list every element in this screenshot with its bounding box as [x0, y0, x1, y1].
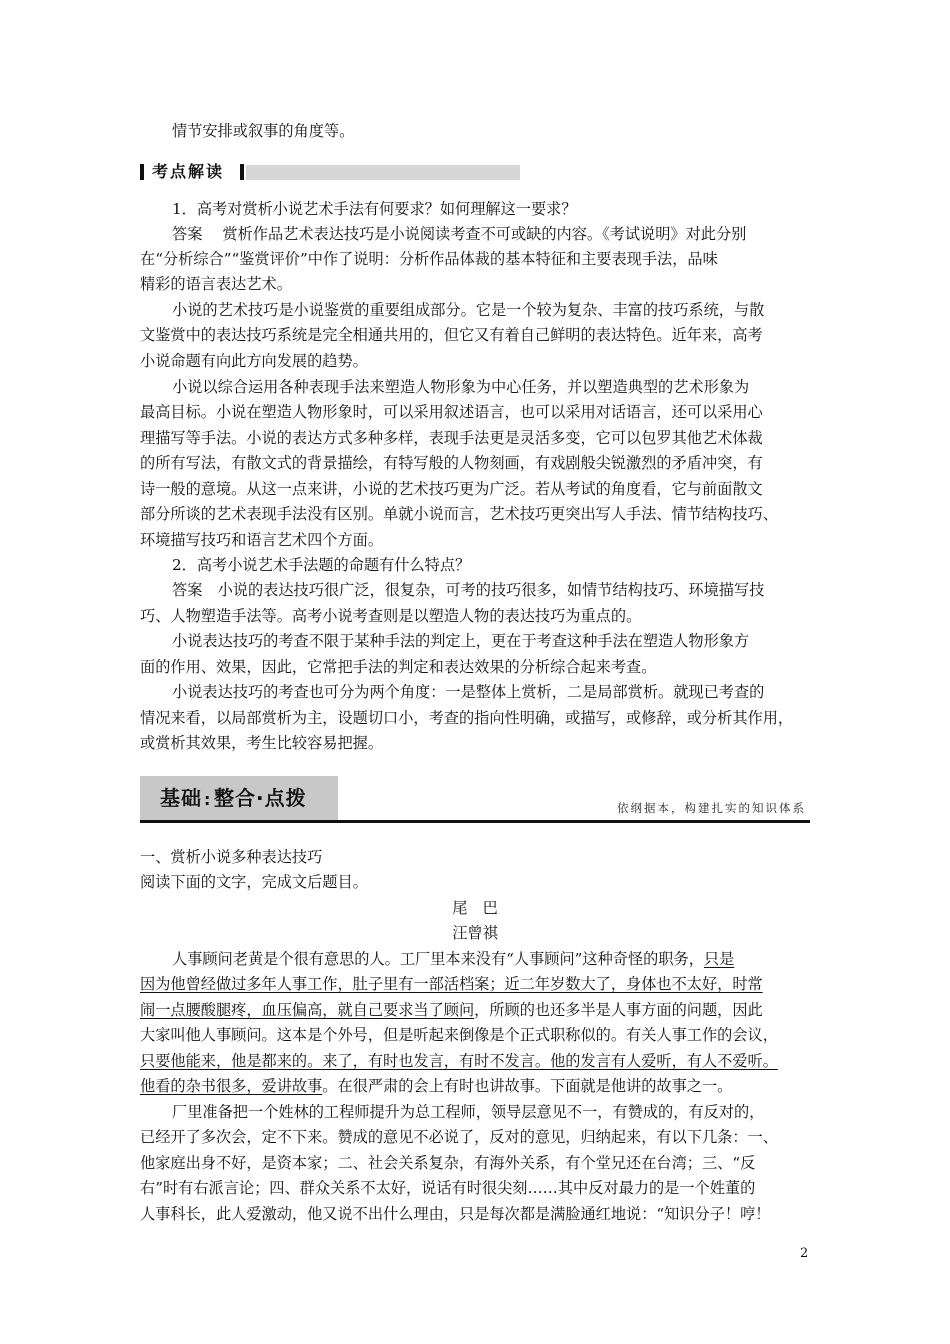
paragraph-line: 情况来看，以局部赏析为主，设题切口小，考查的指向性明确，或描写，或修辞，或分析其作用，: [140, 709, 794, 727]
story-author: 汪曾祺: [452, 924, 498, 942]
section-header-kaodian: [140, 160, 520, 184]
section-title-right: 整合·点拨: [214, 786, 307, 810]
story-line: 大家叫他人事顾问。这本是个外号，但是听起来倒像是个正式职称似的。有关人事工作的会议，: [140, 1026, 778, 1044]
paragraph-line: 巧、人物塑造手法等。高考小说考查则是以塑造人物的表达技巧为重点的。: [140, 607, 642, 625]
section-title-colon: :: [204, 790, 211, 809]
lead-line: 情节安排或叙事的角度等。: [172, 122, 355, 140]
header-rule: [140, 820, 810, 823]
paragraph-line: 理描写等手法。小说的表达方式多种多样，表现手法更是灵活多变，它可以包罗其他艺术体裁: [140, 429, 763, 447]
paragraph-line: 文鉴赏中的表达技巧系统是完全相通共用的，但它又有着自己鲜明的表达特色。近年来，高考: [140, 326, 763, 344]
paragraph-line: 最高目标。小说在塑造人物形象时，可以采用叙述语言，也可以采用对话语言，还可以采用心: [140, 403, 763, 421]
underlined-run: 因为他曾经做过多年人事工作，肚子里有一部活档案；近二年岁数大了，身体也不太好，时常: [140, 975, 763, 993]
story-line: [140, 973, 763, 995]
story-line: 厂里准备把一个姓林的工程师提升为总工程师，领导层意见不一，有赞成的，有反对的，: [172, 1103, 765, 1121]
text-run: 。在很严肃的会上有时也讲故事。下面就是他讲的故事之一。: [322, 1077, 733, 1095]
paragraph-line: 在“分析综合”“鉴赏评价”中作了说明：分析作品体裁的基本特征和主要表现手法，品味: [140, 250, 718, 268]
header-gray-band: [246, 165, 520, 180]
underlined-run: 只要他能来，他是都来的。来了，有时也发言，有时不发言。他的发言有人爱听，有人不爱听。: [140, 1052, 778, 1070]
header-right-bar: [240, 164, 244, 180]
text-run: 人事顾问老黄是个很有意思的人。工厂里本来没有“人事顾问”这种奇怪的职务，: [172, 950, 704, 968]
paragraph-line: 小说的艺术技巧是小说鉴赏的重要组成部分。它是一个较为复杂、丰富的技巧系统，与散: [172, 301, 765, 319]
story-line: 人事科长，此人爱激动，他又说不出什么理由，只是每次都是满脸通红地说：“知识分子！哼！: [140, 1205, 771, 1223]
story-line: [140, 1050, 778, 1072]
story-line: 右”时有右派言论；四、群众关系不太好，说话有时很尖刻……其中反对最力的是一个姓董的: [140, 1179, 756, 1197]
underlined-run: 只是: [703, 950, 735, 968]
story-line: [140, 1075, 732, 1097]
paragraph-line: 小说命题有向此方向发展的趋势。: [140, 352, 368, 370]
story-title: 尾 巴: [452, 899, 498, 917]
story-line: [140, 999, 763, 1021]
subsection-heading: 一、赏析小说多种表达技巧: [140, 848, 323, 866]
paragraph-line: 的所有写法，有散文式的背景描绘，有特写般的人物刻画，有戏剧般尖锐激烈的矛盾冲突，有: [140, 454, 763, 472]
section-subtitle: 依纲据本，构建扎实的知识体系: [617, 801, 806, 815]
paragraph-line: 环境描写技巧和语言艺术四个方面。: [140, 531, 383, 549]
section-header-jichu: [140, 776, 810, 824]
paragraph-line: 小说表达技巧的考查也可分为两个角度：一是整体上赏析，二是局部赏析。就现已考查的: [172, 683, 765, 701]
section-title-left: 基础: [160, 786, 202, 810]
paragraph-line: 小说以综合运用各种表现手法来塑造人物形象为中心任务，并以塑造典型的艺术形象为: [172, 378, 750, 396]
paragraph-line: 诗一般的意境。从这一点来讲，小说的艺术技巧更为广泛。若从考试的角度看，它与前面散文: [140, 480, 763, 498]
question-2: 2．高考小说艺术手法题的命题有什么特点？: [172, 556, 471, 574]
page-number: 2: [800, 1246, 809, 1261]
underlined-run: 闹一点腰酸腿疼，血压偏高，就自己要求当了顾问: [140, 1001, 475, 1019]
story-line: [172, 948, 734, 970]
paragraph-line: 或赏析其效果，考生比较容易把握。: [140, 734, 383, 752]
instruction: 阅读下面的文字，完成文后题目。: [140, 873, 368, 891]
header-left-bar: [140, 164, 144, 180]
paragraph-line: 面的作用、效果，因此，它常把手法的判定和表达效果的分析综合起来考查。: [140, 658, 657, 676]
paragraph-line: 答案 赏析作品艺术表达技巧是小说阅读考查不可或缺的内容。《考试说明》对此分别: [172, 225, 747, 243]
story-line: 已经开了多次会，定不下来。赞成的意见不必说了，反对的意见，归纳起来，有以下几条：一、: [140, 1128, 778, 1146]
underlined-run: 他看的杂书很多，爱讲故事: [140, 1077, 323, 1095]
text-run: ，所顾的也还多半是人事方面的问题，因此: [474, 1001, 763, 1019]
section-title: 考点解读: [152, 162, 225, 181]
paragraph-line: 答案 小说的表达技巧很广泛，很复杂，可考的技巧很多，如情节结构技巧、环境描写技: [172, 581, 765, 599]
paragraph-line: 精彩的语言表达艺术。: [140, 275, 292, 293]
paragraph-line: 部分所谈的艺术表现手法没有区别。单就小说而言，艺术技巧更突出写人手法、情节结构技巧、: [140, 505, 778, 523]
question-1: 1．高考对赏析小说艺术手法有何要求？如何理解这一要求？: [172, 200, 577, 218]
paragraph-line: 小说表达技巧的考查不限于某种手法的判定上，更在于考查这种手法在塑造人物形象方: [172, 632, 750, 650]
story-line: 他家庭出身不好，是资本家；二、社会关系复杂，有海外关系，有个堂兄还在台湾；三、“反: [140, 1154, 756, 1172]
